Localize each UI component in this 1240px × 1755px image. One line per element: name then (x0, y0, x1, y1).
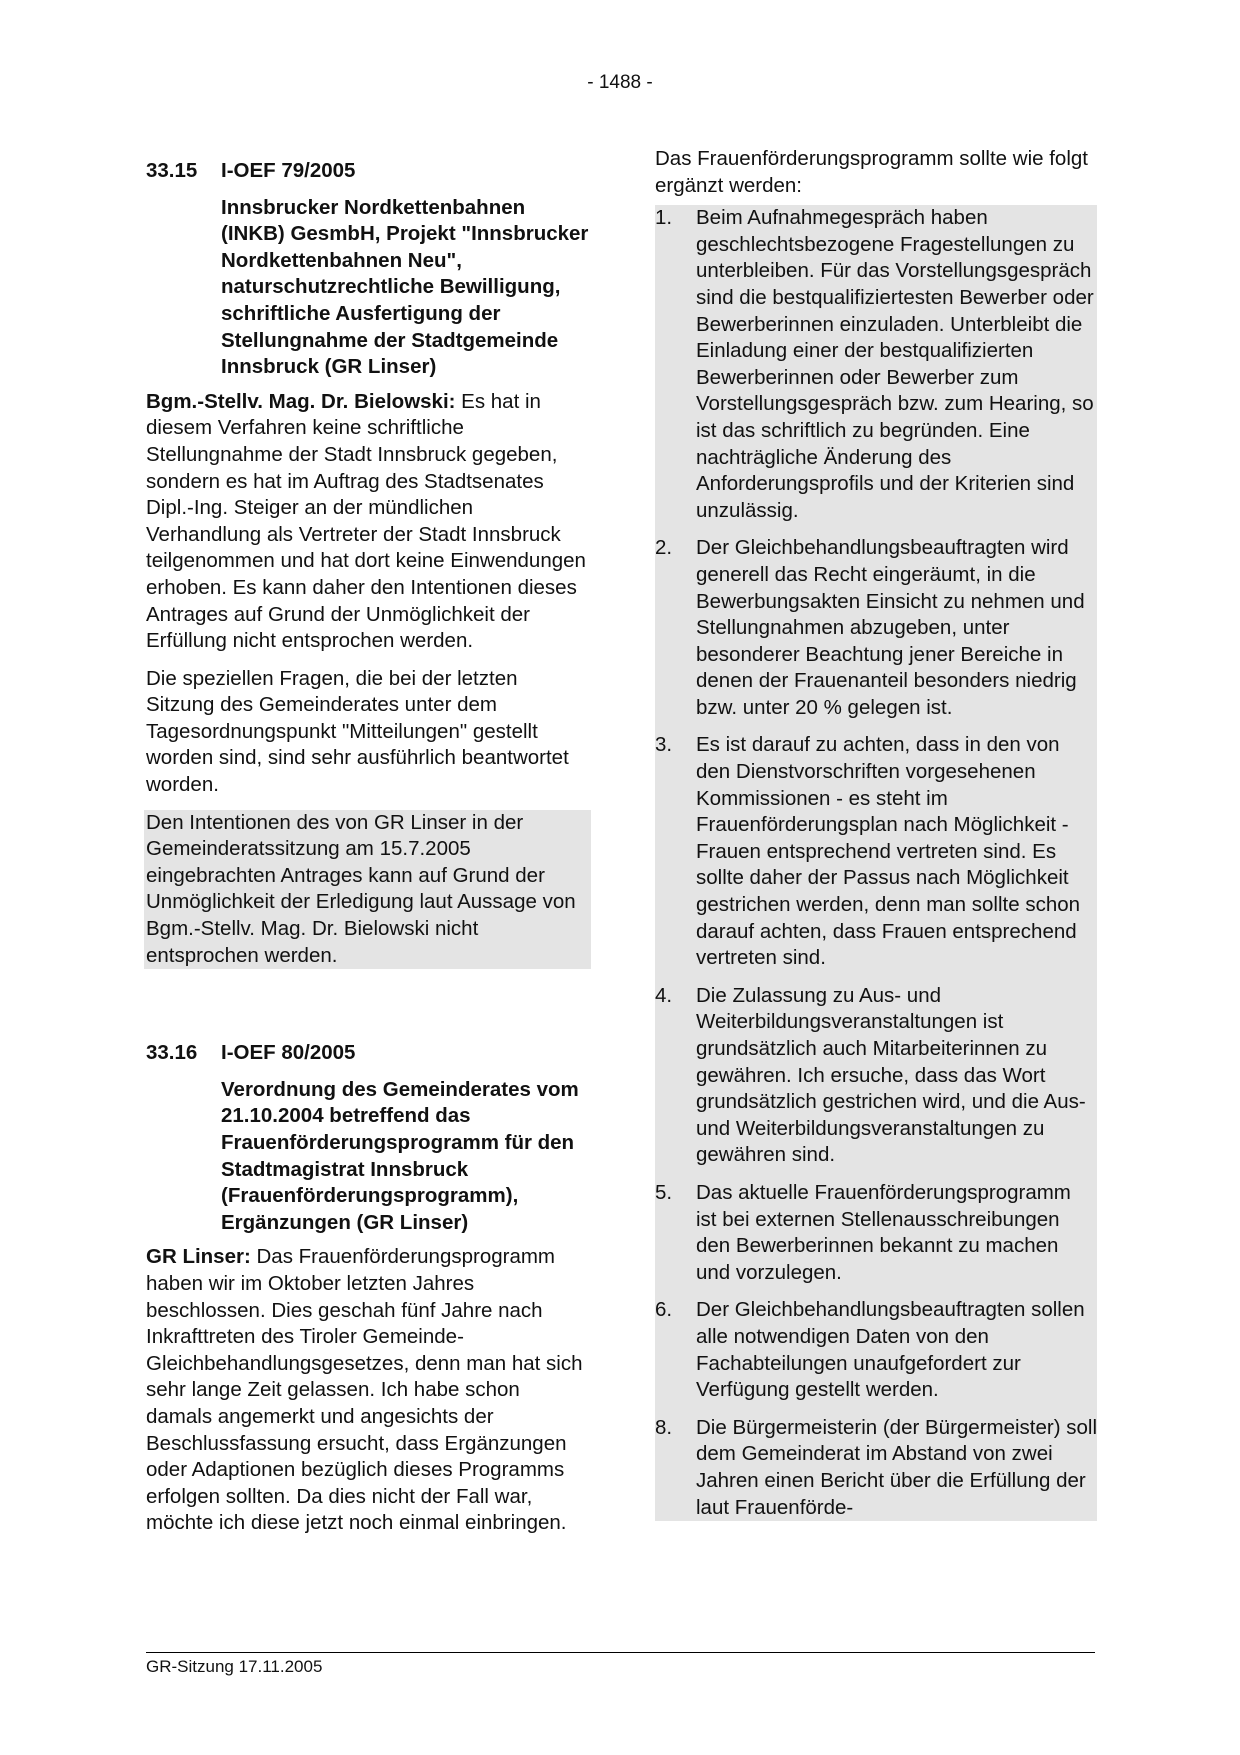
list-item-text: Der Gleichbehandlungsbeauftragten sollen alle notwendigen Daten von den Fachabteilungen unaufgefordert zur Verfügung gestellt werden. (696, 1298, 1085, 1402)
list-item (655, 732, 1097, 971)
speech-paragraph (146, 1244, 591, 1537)
list-item-text: Beim Aufnahmegespräch haben geschlechtsbezogene Fragestellungen zu unterbleiben. Für das Vorstellungsgespräch sind die bestqualifiziertesten Bewerber oder Bewerberinnen einzuladen. Unterbleibt die Einladung einer der bestqualifizierten Bewerberinnen oder Bewerber zum Vorstellungsgespräch bzw. zum Hearing, so ist das schriftlich zu begründen. Eine nachträgliche Änderung des Anforderungsprofils und der Kriterien sind unzulässig. (696, 206, 1094, 522)
speaker-name: GR Linser: (146, 1245, 251, 1269)
paragraph: Die speziellen Fragen, die bei der letzten Sitzung des Gemeinderates unter dem Tagesordnungspunkt "Mitteilungen" gestellt worden sind, sind sehr ausführlich beantwortet worden. (146, 666, 569, 797)
speech-text: Es hat in diesem Verfahren keine schriftliche Stellungnahme der Stadt Innsbruck gegeben, sondern es hat im Auftrag des Stadtsenates Dipl.-Ing. Steiger an der mündlichen Verhandlung als Vertreter der Stadt Innsbruck teilgenommen und hat dort keine Einwendungen erhoben. Es kann daher den Intentionen dieses Antrages auf Grund der Unmöglichkeit der Erfüllung nicht entsprochen werden. (146, 389, 586, 653)
agenda-item-title: Innsbrucker Nordkettenbahnen (INKB) GesmbH, Projekt "Innsbrucker Nordkettenbahnen Neu", naturschutzrechtliche Bewilligung, schriftliche Ausfertigung der Stellungnahme der Stadtgemeinde Innsbruck (GR Linser) (221, 195, 589, 379)
list-item-number: 3. (655, 733, 673, 757)
speaker-name: Bgm.-Stellv. Mag. Dr. Bielowski: (146, 389, 456, 413)
speech-text: Das Frauenförderungsprogramm haben wir im Oktober letzten Jahres beschlossen. Dies geschah fünf Jahre nach Inkrafttreten des Tiroler Gemeinde-Gleichbehandlungsgesetzes, denn man hat sich sehr lange Zeit gelassen. Ich habe schon damals angemerkt und angesichts der Beschlussfassung ersucht, dass Ergänzungen oder Adaptionen bezüglich dieses Programms erfolgen sollten. Da dies nicht der Fall war, möchte ich diese jetzt noch einmal einbringen. (146, 1245, 583, 1535)
list-item-number: 4. (655, 983, 673, 1007)
agenda-item-code: I-OEF 80/2005 (221, 1041, 356, 1065)
list-item (655, 205, 1097, 524)
proposal-list (655, 205, 1097, 1521)
footer-divider (146, 1652, 1095, 1653)
list-item-number: 2. (655, 536, 673, 560)
speech-paragraph (146, 389, 591, 655)
list-item (655, 983, 1097, 1169)
list-item-number: 1. (655, 206, 673, 230)
agenda-item-header (146, 1040, 591, 1067)
list-item-number: 6. (655, 1298, 673, 1322)
agenda-item-title: Verordnung des Gemeinderates vom 21.10.2004 betreffend das Frauenförderungsprogramm für den Stadtmagistrat Innsbruck (Frauenförderungsprogramm), Ergänzungen (GR Linser) (221, 1077, 579, 1234)
agenda-item-code: I-OEF 79/2005 (221, 159, 356, 182)
list-item (655, 1415, 1097, 1521)
left-column (146, 158, 591, 1548)
agenda-item-number: 33.15 (146, 159, 198, 182)
list-item-text: Das aktuelle Frauenförderungsprogramm ist bei externen Stellenausschreibungen den Bewerberinnen bekannt zu machen und vorzulegen. (696, 1180, 1071, 1284)
list-item-text: Der Gleichbehandlungsbeauftragten wird generell das Recht eingeräumt, in die Bewerbungsakten Einsicht zu nehmen und Stellungnahmen abzugeben, unter besonderer Beachtung jener Bereiche in denen der Frauenanteil besonders niedrig bzw. unter 20 % gelegen ist. (696, 536, 1085, 719)
list-intro: Das Frauenförderungsprogramm sollte wie folgt ergänzt werden: (655, 147, 1088, 197)
list-item-text: Die Zulassung zu Aus- und Weiterbildungsveranstaltungen ist grundsätzlich auch Mitarbeiterinnen zu gewähren. Ich ersuche, dass das Wort grundsätzlich gestrichen wird, und die Aus- und Weiterbildungsveranstaltungen zu gewähren sind. (696, 983, 1086, 1167)
list-item (655, 535, 1097, 721)
list-item-number: 8. (655, 1415, 673, 1439)
resolution-box: Den Intentionen des von GR Linser in der Gemeinderatssitzung am 15.7.2005 eingebrachten Antrages kann auf Grund der Unmöglichkeit der Erledigung laut Aussage von Bgm.-Stellv. Mag. Dr. Bielowski nicht entsprochen werden. (144, 810, 591, 970)
right-column (655, 146, 1097, 1521)
agenda-item-number: 33.16 (146, 1041, 198, 1065)
agenda-item-header (146, 158, 591, 185)
list-item-text: Die Bürgermeisterin (der Bürgermeister) soll dem Gemeinderat im Abstand von zwei Jahren einen Bericht über die Erfüllung der laut Frauenförde- (696, 1415, 1098, 1519)
footer-text: GR-Sitzung 17.11.2005 (146, 1657, 323, 1676)
list-item-text: Es ist darauf zu achten, dass in den von den Dienstvorschriften vorgesehenen Kommissionen - es steht im Frauenförderungsplan nach Möglichkeit - Frauen entsprechend vertreten sind. Es sollte daher der Passus nach Möglichkeit gestrichen werden, denn man sollte schon darauf achten, dass Frauen entsprechend vertreten sind. (696, 733, 1081, 970)
list-item-number: 5. (655, 1180, 673, 1204)
list-item (655, 1297, 1097, 1403)
list-item (655, 1180, 1097, 1286)
page-number: - 1488 - (587, 72, 653, 93)
